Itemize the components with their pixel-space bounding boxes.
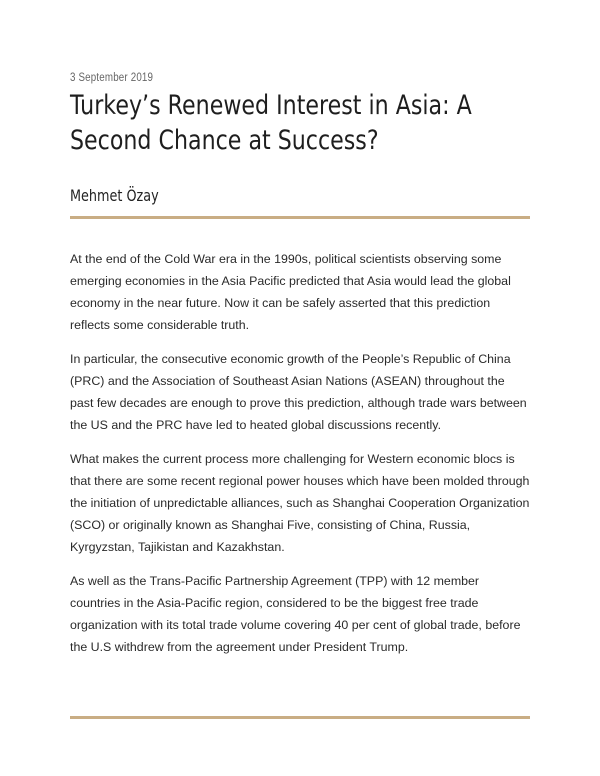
paragraph-3: What makes the current process more challenging for Western economic blocs is that there are some recent regional power houses which have been molded through the initiation of unpredictable alliances, such as Shanghai Cooperation Organization (SCO) or originally known as Shanghai Five, consisting of China, Russia, Kyrgyzstan, Tajikistan and Kazakhstan. [70, 452, 530, 554]
article-title: Turkey’s Renewed Interest in Asia: A Second Chance at Success? [70, 90, 472, 156]
paragraph-2: In particular, the consecutive economic growth of the People’s Republic of China (PRC) and the Association of Southeast Asian Nations (ASEAN) throughout the past few decades are enough to prove this prediction, although trade wars between the US and the PRC have led to heated global discussions recently. [70, 352, 527, 432]
paragraph-1: At the end of the Cold War era in the 1990s, political scientists observing some emerging economies in the Asia Pacific predicted that Asia would lead the global economy in the near future. Now it can be safely asserted that this prediction reflects some considerable truth. [70, 252, 511, 332]
publication-date: 3 September 2019 [70, 72, 154, 84]
bottom-divider [70, 716, 530, 719]
author-name: Mehmet Özay [70, 186, 159, 205]
paragraph-4: As well as the Trans-Pacific Partnership Agreement (TPP) with 12 member countries in the Asia-Pacific region, considered to be the biggest free trade organization with its total trade volume covering 40 per cent of global trade, before the U.S withdrew from the agreement under President Trump. [70, 574, 521, 654]
top-divider [70, 216, 530, 219]
article-body [70, 248, 530, 670]
